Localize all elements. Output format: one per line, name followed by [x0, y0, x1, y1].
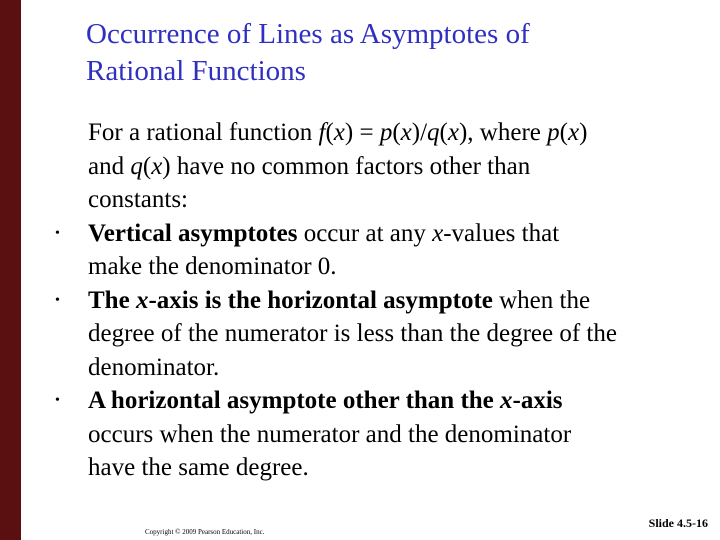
bullet-1-line-1 [88, 217, 688, 251]
bullet-3-line-1 [88, 384, 688, 418]
math-p: p [379, 119, 393, 146]
bullet-2-line-3: denominator. [88, 353, 220, 381]
math-p: p [547, 119, 560, 146]
intro-line-3: constants: [88, 186, 188, 213]
bullet-1-line-2: make the denominator 0. [88, 253, 337, 280]
intro-text: ( [142, 152, 152, 180]
slide-body [55, 116, 688, 485]
intro-paragraph [88, 116, 688, 217]
intro-text: ( [325, 119, 334, 146]
bold-term: Vertical asymptotes [88, 219, 298, 247]
intro-text: )/ [411, 119, 428, 146]
math-q: q [427, 119, 440, 146]
math-x: x [333, 119, 345, 146]
bullet-2-line-1 [88, 284, 688, 318]
bold-term: -axis is the horizontal asymptote [148, 286, 493, 314]
bullet-item-vertical [55, 217, 688, 284]
math-x: x [135, 286, 149, 314]
bold-term: The [88, 286, 136, 314]
bullet-icon: • [55, 393, 60, 408]
math-q: q [130, 152, 143, 180]
intro-text: ( [392, 119, 401, 146]
intro-text: and [88, 152, 131, 180]
math-x: x [447, 119, 459, 146]
bold-term: A horizontal asymptote other than the [88, 387, 501, 414]
bullet-3-line-3: have the same degree. [88, 454, 309, 481]
title-line-2: Rational Functions [86, 55, 306, 87]
intro-text: ( [439, 119, 448, 146]
title-line-1: Occurrence of Lines as Asymptotes of [86, 18, 530, 50]
math-x: x [567, 119, 580, 146]
copyright-footer: Copyright © 2009 Pearson Education, Inc. [145, 528, 265, 536]
bullet-text: when the [492, 286, 591, 314]
bullet-icon: • [55, 292, 60, 308]
intro-text: ) have no common factors other than [162, 152, 531, 180]
intro-text: ( [559, 119, 568, 146]
math-x: x [151, 152, 163, 180]
intro-text: ) [579, 119, 588, 146]
bullet-text: -values that [443, 219, 560, 247]
bullet-item-x-axis [55, 284, 688, 385]
bullet-icon: • [55, 225, 60, 241]
side-bar [0, 0, 21, 540]
bullet-item-other [55, 384, 688, 485]
bold-term: -axis [512, 387, 563, 414]
bullet-text: occur at any [297, 219, 433, 247]
math-x: x [500, 387, 513, 414]
bullet-3-line-2: occurs when the numerator and the denominator [88, 420, 572, 448]
slide-number: Slide 4.5-16 [648, 516, 708, 530]
intro-line-1 [88, 116, 688, 150]
intro-text: ) = [344, 119, 380, 146]
math-x: x [400, 119, 412, 146]
bullet-2-line-2: degree of the numerator is less than the degree of the [88, 320, 617, 347]
slide-title [86, 16, 646, 90]
math-f: f [318, 119, 326, 146]
intro-line-2 [88, 150, 688, 184]
math-x: x [432, 219, 444, 247]
intro-text: For a rational function [88, 119, 319, 146]
intro-text: ), where [458, 119, 548, 146]
